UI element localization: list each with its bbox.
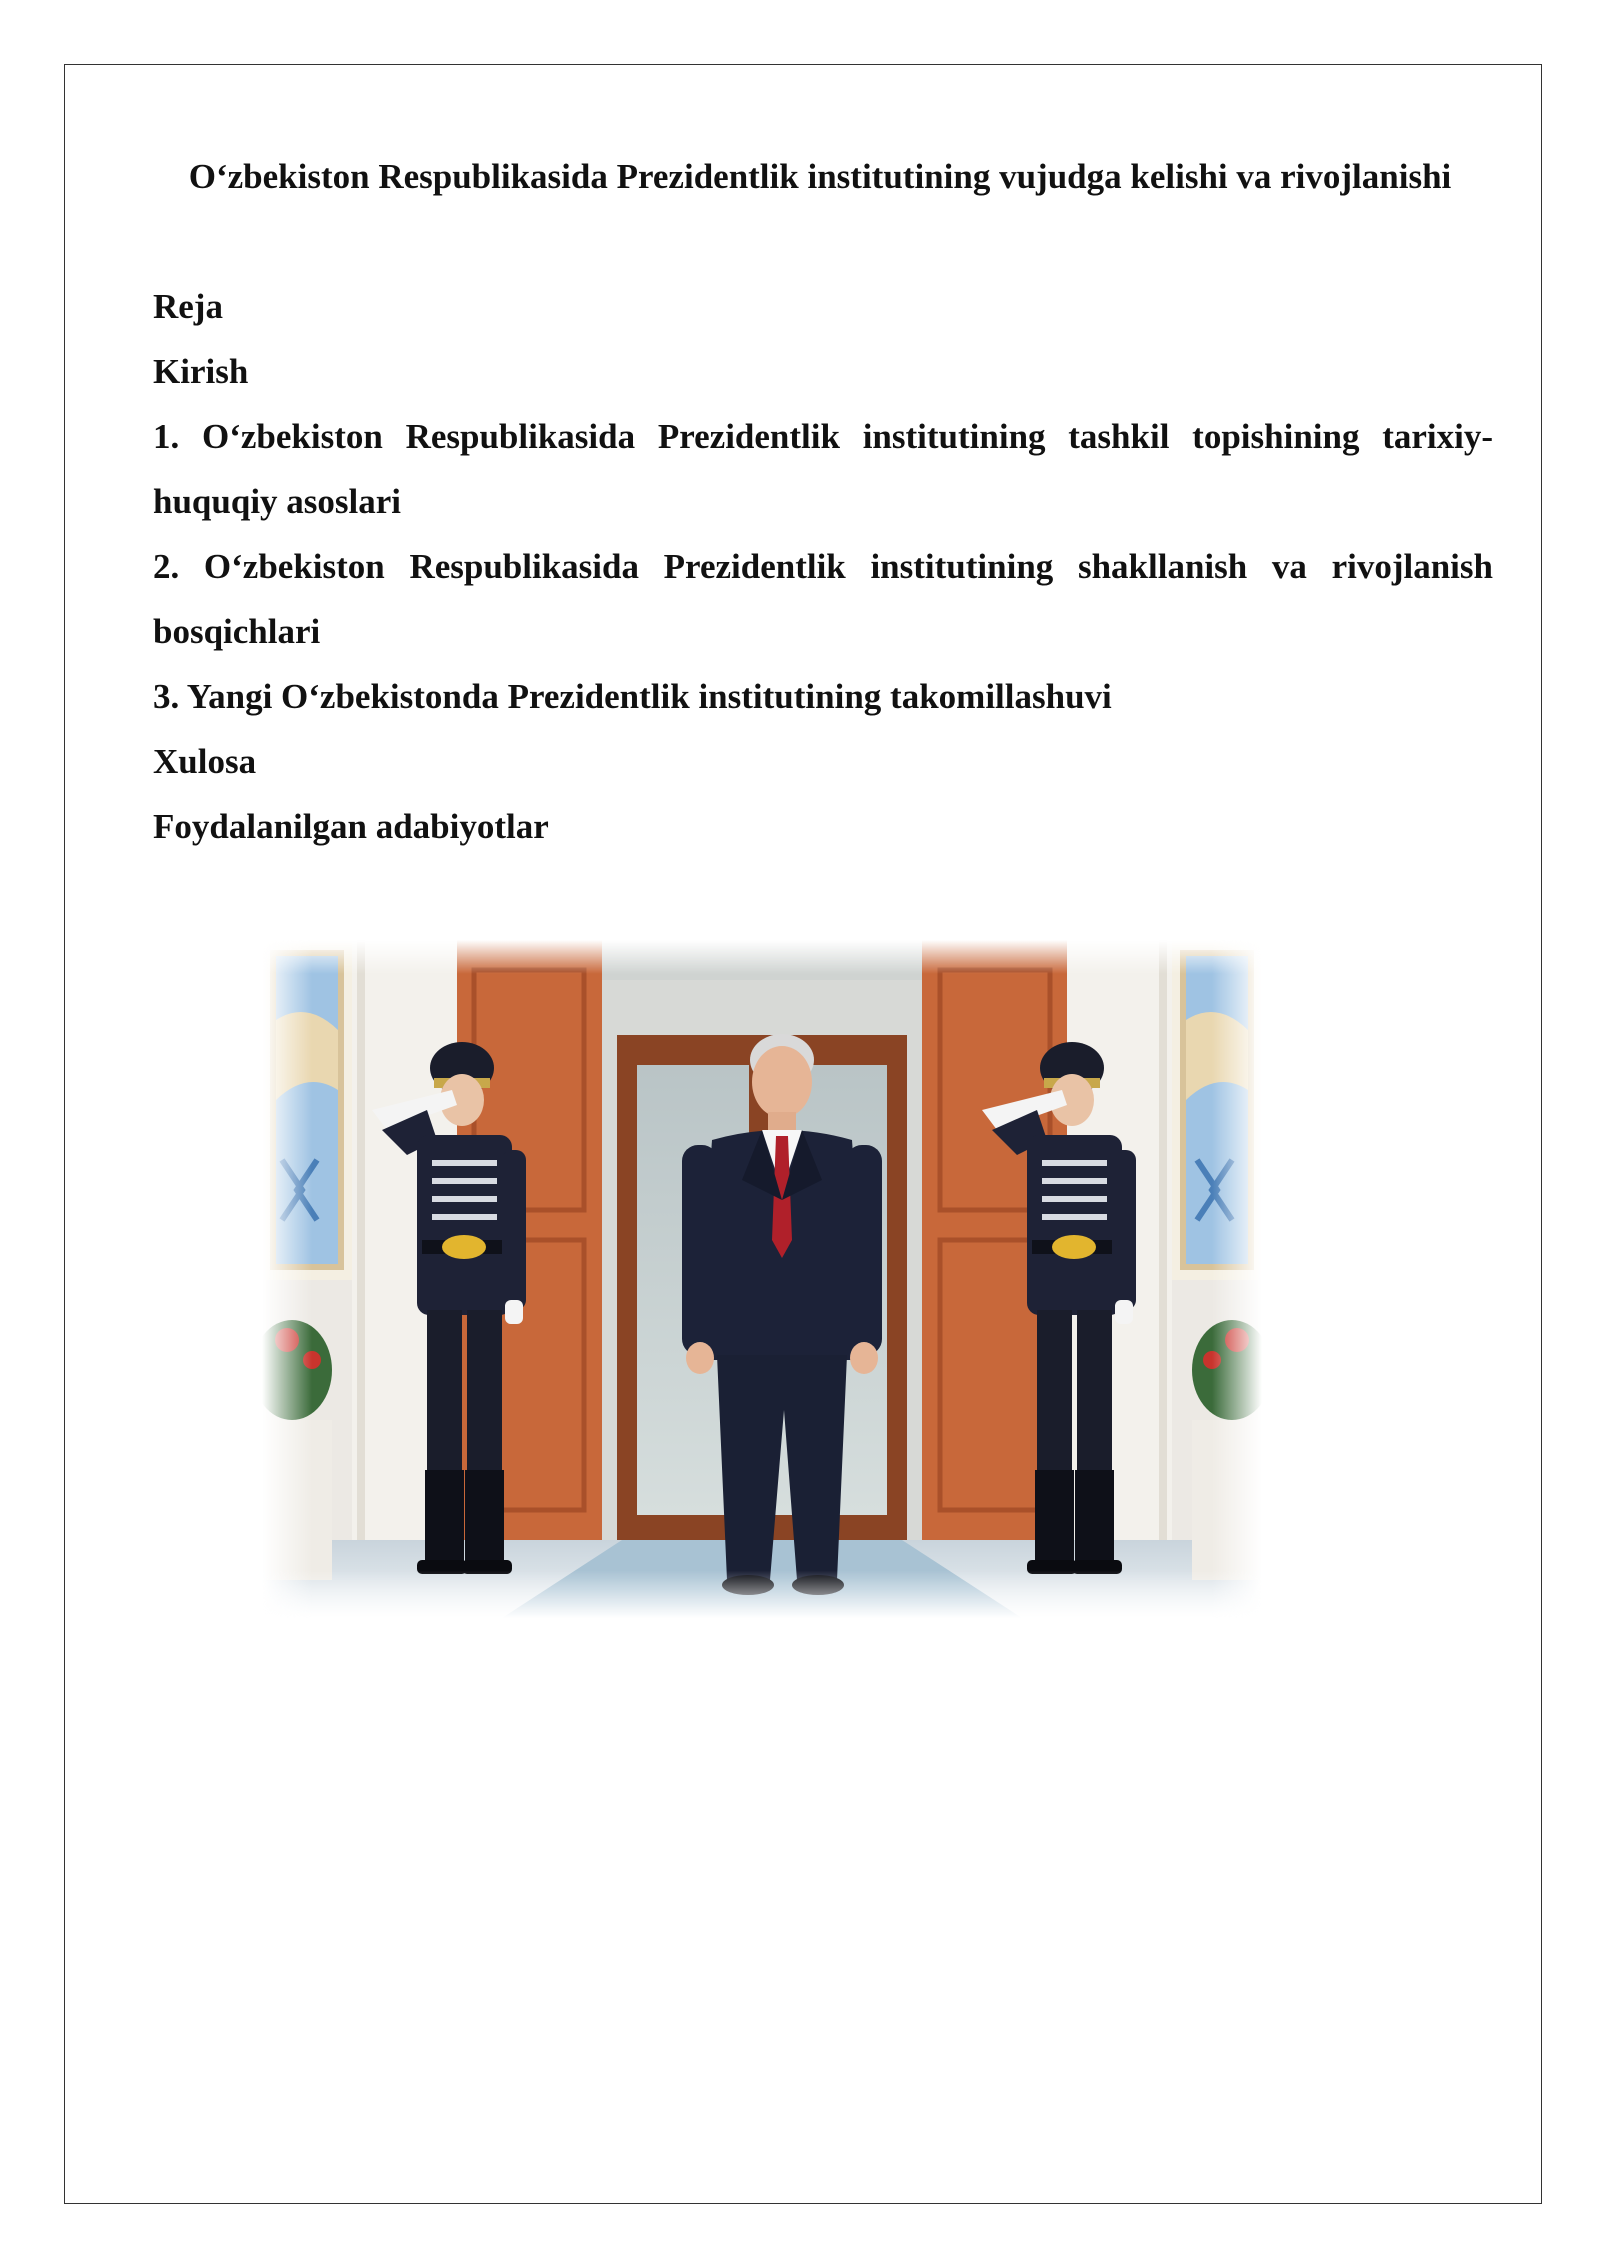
document-body [153, 274, 1493, 859]
outline-item-conclusion: Xulosa [153, 742, 257, 781]
plan-heading: Reja [153, 287, 223, 326]
right-wall-panel [1172, 940, 1262, 1280]
document-title: O‘zbekiston Respublikasida Prezidentlik institutining vujudga kelishi va rivojlanishi [188, 157, 1452, 196]
outline-item-2: 2. O‘zbekiston Respublikasida Prezidentlik institutining shakllanish va rivojlanish bosqichlari [153, 547, 1493, 651]
right-plant [1192, 1320, 1262, 1580]
left-wall-panel [262, 940, 352, 1280]
outline-item-1: 1. O‘zbekiston Respublikasida Prezidentlik institutining tashkil topishining tarixiy-huquqiy asoslari [153, 417, 1493, 521]
outline-item-references: Foydalanilgan adabiyotlar [153, 807, 549, 846]
outline-item-introduction: Kirish [153, 352, 249, 391]
left-plant [262, 1320, 332, 1580]
ceremony-photo [262, 940, 1262, 1618]
outline-item-3: 3. Yangi O‘zbekistonda Prezidentlik institutining takomillashuvi [153, 677, 1112, 716]
